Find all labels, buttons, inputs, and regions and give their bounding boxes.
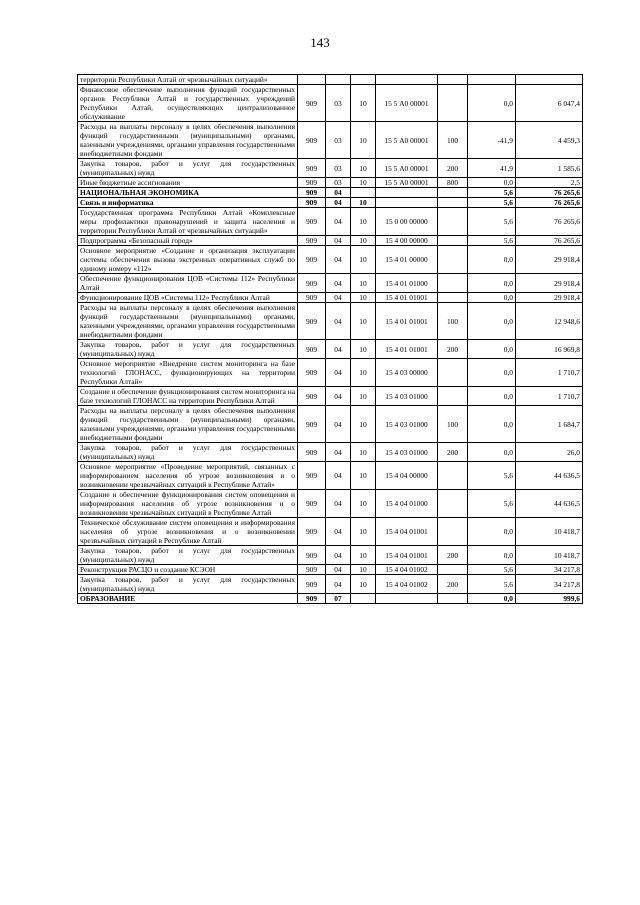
admin-code-cell: 909 (298, 387, 326, 406)
admin-code-cell: 909 (298, 359, 326, 387)
target-article-cell (376, 75, 438, 85)
target-article-cell: 15 4 04 01001 (376, 546, 438, 565)
section-code-cell: 04 (326, 236, 351, 246)
table-row (78, 293, 583, 303)
total-amount-cell: 1 710,7 (516, 387, 583, 406)
admin-code-cell: 909 (298, 159, 326, 178)
target-article-cell: 15 5 А0 00001 (376, 159, 438, 178)
expense-name-cell: НАЦИОНАЛЬНАЯ ЭКОНОМИКА (78, 188, 298, 198)
expense-type-cell: 100 (438, 406, 468, 443)
admin-code-cell: 909 (298, 122, 326, 159)
change-amount-cell: 41,9 (468, 159, 516, 178)
total-amount-cell: 16 969,8 (516, 340, 583, 359)
section-code-cell: 04 (326, 246, 351, 274)
expense-type-cell (438, 85, 468, 122)
table-row (78, 122, 583, 159)
expense-name-cell: Основное мероприятие «Создание и организация эксплуатации системы обеспечения вызова экстренных оперативных служб по единому номеру «112» (78, 246, 298, 274)
expense-name-cell: ОБРАЗОВАНИЕ (78, 594, 298, 604)
change-amount-cell: 0,0 (468, 518, 516, 546)
change-amount-cell: 5,6 (468, 208, 516, 236)
admin-code-cell: 909 (298, 198, 326, 208)
expense-name-cell: Основное мероприятие «Проведение мероприятий, связанных с информированием населения об угрозе возникновения и о возникновении чрезвычайных ситуаций в Республике Алтай» (78, 462, 298, 490)
expense-name-cell: Государственная программа Республики Алтай «Комплексные меры профилактики правонарушений и защита населения и территории Республики Алтай от чрезвычайных ситуаций» (78, 208, 298, 236)
table-row (78, 359, 583, 387)
table-row (78, 85, 583, 122)
expense-name-cell: Обеспечение функционирования ЦОВ «Системы 112» Республики Алтай (78, 274, 298, 293)
change-amount-cell: 0,0 (468, 546, 516, 565)
change-amount-cell: 5,6 (468, 565, 516, 575)
section-code-cell: 04 (326, 188, 351, 198)
table-row (78, 208, 583, 236)
target-article-cell: 15 0 00 00000 (376, 208, 438, 236)
subsection-code-cell (351, 594, 376, 604)
expense-name-cell: Связь и информатика (78, 198, 298, 208)
expense-type-cell: 200 (438, 575, 468, 594)
subsection-code-cell: 10 (351, 565, 376, 575)
table-row (78, 490, 583, 518)
admin-code-cell: 909 (298, 208, 326, 236)
total-amount-cell: 44 636,5 (516, 490, 583, 518)
admin-code-cell: 909 (298, 188, 326, 198)
admin-code-cell: 909 (298, 565, 326, 575)
subsection-code-cell: 10 (351, 85, 376, 122)
subsection-code-cell: 10 (351, 178, 376, 188)
expense-type-cell (438, 359, 468, 387)
subsection-code-cell: 10 (351, 246, 376, 274)
admin-code-cell: 909 (298, 490, 326, 518)
change-amount-cell: 5,6 (468, 236, 516, 246)
target-article-cell: 15 4 01 01001 (376, 340, 438, 359)
total-amount-cell: 4 459,3 (516, 122, 583, 159)
section-code-cell: 03 (326, 85, 351, 122)
expense-type-cell (438, 490, 468, 518)
change-amount-cell: -41,9 (468, 122, 516, 159)
expense-type-cell (438, 208, 468, 236)
total-amount-cell: 76 265,6 (516, 208, 583, 236)
total-amount-cell: 44 636,5 (516, 462, 583, 490)
expense-name-cell: Иные бюджетные ассигнования (78, 178, 298, 188)
table-row (78, 340, 583, 359)
target-article-cell: 15 4 01 00000 (376, 246, 438, 274)
target-article-cell: 15 4 03 01000 (376, 406, 438, 443)
expense-type-cell (438, 198, 468, 208)
table-row (78, 178, 583, 188)
target-article-cell: 15 4 04 00000 (376, 462, 438, 490)
table-row (78, 188, 583, 198)
section-code-cell: 04 (326, 443, 351, 462)
expense-name-cell: Финансовое обеспечение выполнения функций государственных органов Республики Алтай и государственных учреждений Республики Алтай, осуществляющих централизованное обслуживание (78, 85, 298, 122)
expense-name-cell: Создание и обеспечение функционирования систем мониторинга на базе технологий ГЛОНАСС на территории Республики Алтай (78, 387, 298, 406)
budget-table-body (78, 75, 583, 604)
target-article-cell (376, 198, 438, 208)
admin-code-cell: 909 (298, 246, 326, 274)
expense-type-cell: 200 (438, 443, 468, 462)
change-amount-cell: 5,6 (468, 198, 516, 208)
admin-code-cell: 909 (298, 274, 326, 293)
table-row (78, 387, 583, 406)
expense-name-cell: Закупка товаров, работ и услуг для государственных (муниципальных) нужд (78, 443, 298, 462)
total-amount-cell: 6 047,4 (516, 85, 583, 122)
subsection-code-cell: 10 (351, 198, 376, 208)
section-code-cell: 04 (326, 208, 351, 236)
section-code-cell: 04 (326, 462, 351, 490)
subsection-code-cell: 10 (351, 490, 376, 518)
total-amount-cell: 29 918,4 (516, 246, 583, 274)
subsection-code-cell: 10 (351, 462, 376, 490)
subsection-code-cell: 10 (351, 443, 376, 462)
subsection-code-cell: 10 (351, 359, 376, 387)
subsection-code-cell: 10 (351, 340, 376, 359)
expense-type-cell: 200 (438, 159, 468, 178)
expense-type-cell (438, 518, 468, 546)
subsection-code-cell: 10 (351, 546, 376, 565)
admin-code-cell: 909 (298, 546, 326, 565)
table-row (78, 565, 583, 575)
expense-name-cell: Расходы на выплаты персоналу в целях обеспечения выполнения функций государственными (муниципальными) органами, казенными учреждениями, органами управления государственными внебюджетными фондами (78, 122, 298, 159)
admin-code-cell: 909 (298, 594, 326, 604)
change-amount-cell: 0,0 (468, 387, 516, 406)
expense-name-cell: Расходы на выплаты персоналу в целях обеспечения выполнения функций государственными (муниципальными) органами, казенными учреждениями, органами управления государственными внебюджетными фондами (78, 406, 298, 443)
table-row (78, 236, 583, 246)
change-amount-cell: 0,0 (468, 359, 516, 387)
change-amount-cell (468, 75, 516, 85)
expense-type-cell (438, 236, 468, 246)
subsection-code-cell (351, 75, 376, 85)
target-article-cell: 15 4 01 01001 (376, 293, 438, 303)
total-amount-cell: 76 265,6 (516, 198, 583, 208)
table-row (78, 518, 583, 546)
section-code-cell: 04 (326, 303, 351, 340)
expense-type-cell: 100 (438, 303, 468, 340)
change-amount-cell: 0,0 (468, 246, 516, 274)
total-amount-cell: 1 684,7 (516, 406, 583, 443)
table-row (78, 303, 583, 340)
section-code-cell: 04 (326, 198, 351, 208)
budget-table (77, 74, 583, 604)
section-code-cell: 04 (326, 546, 351, 565)
total-amount-cell: 2,5 (516, 178, 583, 188)
total-amount-cell: 26,0 (516, 443, 583, 462)
total-amount-cell (516, 75, 583, 85)
expense-type-cell (438, 293, 468, 303)
expense-type-cell: 800 (438, 178, 468, 188)
admin-code-cell: 909 (298, 443, 326, 462)
expense-name-cell: Закупка товаров, работ и услуг для государственных (муниципальных) нужд (78, 546, 298, 565)
table-row (78, 443, 583, 462)
subsection-code-cell: 10 (351, 293, 376, 303)
table-row (78, 575, 583, 594)
total-amount-cell: 34 217,8 (516, 575, 583, 594)
total-amount-cell: 10 418,7 (516, 546, 583, 565)
expense-type-cell (438, 565, 468, 575)
target-article-cell: 15 4 04 01002 (376, 565, 438, 575)
table-row (78, 159, 583, 178)
subsection-code-cell: 10 (351, 575, 376, 594)
total-amount-cell: 76 265,6 (516, 236, 583, 246)
subsection-code-cell: 10 (351, 236, 376, 246)
expense-type-cell (438, 274, 468, 293)
admin-code-cell: 909 (298, 85, 326, 122)
admin-code-cell: 909 (298, 518, 326, 546)
expense-name-cell: Подпрограмма «Безопасный город» (78, 236, 298, 246)
target-article-cell (376, 594, 438, 604)
expense-name-cell: Реконструкция РАСЦО и создание КСЭОН (78, 565, 298, 575)
target-article-cell: 15 4 03 00000 (376, 359, 438, 387)
change-amount-cell: 5,6 (468, 188, 516, 198)
total-amount-cell: 29 918,4 (516, 274, 583, 293)
expense-name-cell: Основное мероприятие «Внедрение систем мониторинга на базе технологий ГЛОНАСС, функционирующих на территории Республики Алтай» (78, 359, 298, 387)
total-amount-cell: 10 418,7 (516, 518, 583, 546)
table-row (78, 75, 583, 85)
subsection-code-cell (351, 188, 376, 198)
section-code-cell: 04 (326, 518, 351, 546)
total-amount-cell: 76 265,6 (516, 188, 583, 198)
change-amount-cell: 0,0 (468, 406, 516, 443)
change-amount-cell: 0,0 (468, 178, 516, 188)
admin-code-cell: 909 (298, 462, 326, 490)
expense-name-cell: Расходы на выплаты персоналу в целях обеспечения выполнения функций государственными (муниципальными) органами, казенными учреждениями, органами управления государственными внебюджетными фондами (78, 303, 298, 340)
section-code-cell: 04 (326, 575, 351, 594)
subsection-code-cell: 10 (351, 208, 376, 236)
section-code-cell: 07 (326, 594, 351, 604)
change-amount-cell: 0,0 (468, 303, 516, 340)
change-amount-cell: 0,0 (468, 274, 516, 293)
section-code-cell: 04 (326, 490, 351, 518)
change-amount-cell: 0,0 (468, 443, 516, 462)
change-amount-cell: 0,0 (468, 594, 516, 604)
total-amount-cell: 34 217,8 (516, 565, 583, 575)
section-code-cell (326, 75, 351, 85)
table-row (78, 274, 583, 293)
admin-code-cell: 909 (298, 303, 326, 340)
target-article-cell: 15 4 00 00000 (376, 236, 438, 246)
admin-code-cell: 909 (298, 236, 326, 246)
target-article-cell (376, 188, 438, 198)
admin-code-cell (298, 75, 326, 85)
admin-code-cell: 909 (298, 406, 326, 443)
expense-name-cell: Закупка товаров, работ и услуг для государственных (муниципальных) нужд (78, 575, 298, 594)
admin-code-cell: 909 (298, 575, 326, 594)
expense-type-cell: 200 (438, 546, 468, 565)
expense-name-cell: территории Республики Алтай от чрезвычайных ситуаций» (78, 75, 298, 85)
section-code-cell: 03 (326, 178, 351, 188)
total-amount-cell: 1 585,6 (516, 159, 583, 178)
change-amount-cell: 0,0 (468, 85, 516, 122)
subsection-code-cell: 10 (351, 518, 376, 546)
total-amount-cell: 12 948,6 (516, 303, 583, 340)
target-article-cell: 15 5 А0 00001 (376, 122, 438, 159)
section-code-cell: 04 (326, 565, 351, 575)
expense-type-cell (438, 246, 468, 274)
expense-type-cell: 100 (438, 122, 468, 159)
change-amount-cell: 5,6 (468, 462, 516, 490)
change-amount-cell: 0,0 (468, 340, 516, 359)
target-article-cell: 15 4 04 01000 (376, 490, 438, 518)
section-code-cell: 04 (326, 340, 351, 359)
target-article-cell: 15 5 А0 00001 (376, 85, 438, 122)
total-amount-cell: 1 710,7 (516, 359, 583, 387)
target-article-cell: 15 4 04 01001 (376, 518, 438, 546)
expense-type-cell: 200 (438, 340, 468, 359)
admin-code-cell: 909 (298, 293, 326, 303)
subsection-code-cell: 10 (351, 303, 376, 340)
target-article-cell: 15 4 01 01000 (376, 274, 438, 293)
expense-type-cell (438, 387, 468, 406)
expense-type-cell (438, 75, 468, 85)
expense-name-cell: Техническое обслуживание систем оповещения и информирования населения об угрозе возникновения и о возникновении чрезвычайных ситуаций в Республике Алтай (78, 518, 298, 546)
expense-name-cell: Закупка товаров, работ и услуг для государственных (муниципальных) нужд (78, 340, 298, 359)
section-code-cell: 04 (326, 274, 351, 293)
section-code-cell: 04 (326, 293, 351, 303)
section-code-cell: 04 (326, 359, 351, 387)
section-code-cell: 04 (326, 387, 351, 406)
change-amount-cell: 5,6 (468, 575, 516, 594)
table-row (78, 546, 583, 565)
expense-name-cell: Функционирование ЦОВ «Системы 112» Республики Алтай (78, 293, 298, 303)
section-code-cell: 04 (326, 406, 351, 443)
table-row (78, 594, 583, 604)
target-article-cell: 15 4 01 01001 (376, 303, 438, 340)
section-code-cell: 03 (326, 122, 351, 159)
expense-name-cell: Создание и обеспечение функционирования систем оповещения и информирования населения об угрозе возникновения и о возникновении чрезвычайных ситуаций в Республике Алтай (78, 490, 298, 518)
change-amount-cell: 0,0 (468, 293, 516, 303)
table-row (78, 198, 583, 208)
expense-name-cell: Закупка товаров, работ и услуг для государственных (муниципальных) нужд (78, 159, 298, 178)
expense-type-cell (438, 594, 468, 604)
page-number: 143 (310, 35, 330, 50)
subsection-code-cell: 10 (351, 122, 376, 159)
total-amount-cell: 999,6 (516, 594, 583, 604)
expense-type-cell (438, 188, 468, 198)
admin-code-cell: 909 (298, 178, 326, 188)
total-amount-cell: 29 918,4 (516, 293, 583, 303)
section-code-cell: 03 (326, 159, 351, 178)
table-row (78, 406, 583, 443)
subsection-code-cell: 10 (351, 406, 376, 443)
subsection-code-cell: 10 (351, 159, 376, 178)
subsection-code-cell: 10 (351, 387, 376, 406)
target-article-cell: 15 4 03 01000 (376, 387, 438, 406)
subsection-code-cell: 10 (351, 274, 376, 293)
target-article-cell: 15 5 А0 00001 (376, 178, 438, 188)
admin-code-cell: 909 (298, 340, 326, 359)
expense-type-cell (438, 462, 468, 490)
target-article-cell: 15 4 03 01000 (376, 443, 438, 462)
table-row (78, 246, 583, 274)
change-amount-cell: 5,6 (468, 490, 516, 518)
target-article-cell: 15 4 04 01002 (376, 575, 438, 594)
table-row (78, 462, 583, 490)
